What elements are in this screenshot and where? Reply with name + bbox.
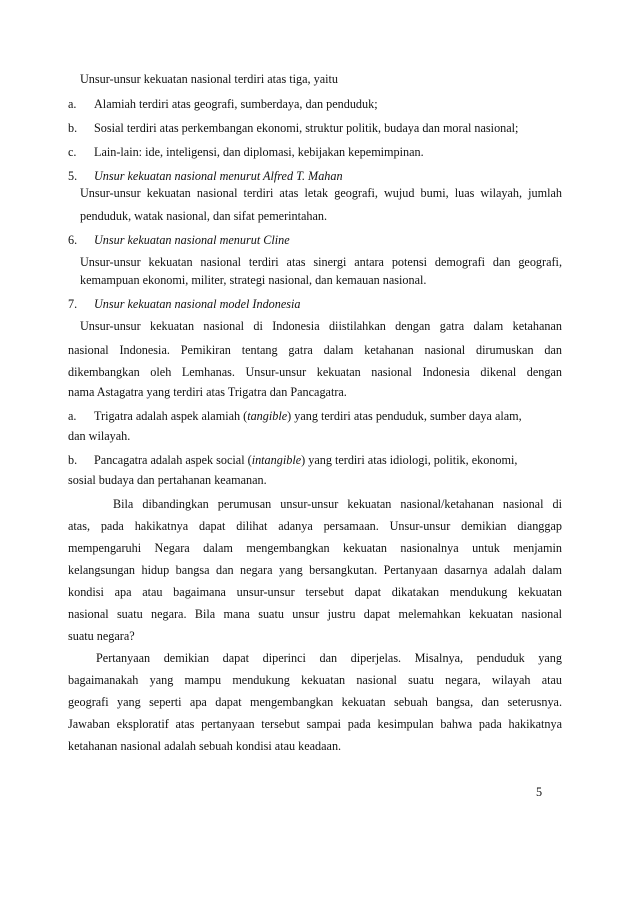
section-heading: Unsur kekuatan nasional model Indonesia	[94, 297, 301, 311]
list-text-italic: tangible	[247, 409, 288, 423]
paragraph-line: nama Astagatra yang terdiri atas Trigatra dan Pancagatra.	[68, 385, 347, 399]
paragraph-line: Bila dibandingkan perumusan unsur-unsur kekuatan nasional/ketahanan nasional di	[113, 497, 562, 511]
paragraph-line: nasional Indonesia. Pemikiran tentang gatra dalam ketahanan nasional dirumuskan dan	[68, 343, 562, 357]
list-text: Trigatra adalah aspek alamiah (	[94, 409, 248, 423]
list-label: a.	[68, 409, 77, 423]
paragraph-line: Pertanyaan demikian dapat diperinci dan diperjelas. Misalnya, penduduk yang	[96, 651, 562, 665]
paragraph-line: kondisi apa atau bagaimana unsur-unsur tersebut dapat dikatakan mendukung kekuatan	[68, 585, 562, 599]
list-item-pancagatra	[68, 453, 562, 468]
section-number: 5.	[68, 169, 78, 183]
paragraph-line: Unsur-unsur kekuatan nasional terdiri atas sinergi antara potensi demografi dan geografi,	[80, 255, 562, 269]
page-number: 5	[536, 785, 543, 799]
paragraph-line: dikembangkan oleh Lemhanas. Unsur-unsur kekuatan nasional Indonesia dikenal dengan	[68, 365, 562, 379]
heading-cline	[68, 233, 562, 248]
paragraph-line: geografi yang seperti apa dapat mengembangkan kekuatan sebuah bangsa, dan seterusnya.	[68, 695, 562, 709]
heading-mahan	[68, 169, 562, 184]
list-item-b	[68, 121, 562, 136]
paragraph-line: bagaimanakah yang mampu mendukung kekuatan nasional suatu negara, wilayah atau	[68, 673, 562, 687]
list-item-trigatra	[68, 409, 562, 424]
paragraph-line: kemampuan ekonomi, militer, strategi nasional, dan kemauan nasional.	[80, 273, 427, 287]
list-text: Pancagatra adalah aspek social (	[94, 453, 252, 467]
paragraph-line: Jawaban eksploratif atas pertanyaan tersebut sampai pada kesimpulan bahwa pada hakikatnya	[68, 717, 562, 731]
section-heading: Unsur kekuatan nasional menurut Alfred T. Mahan	[94, 169, 343, 183]
paragraph-line: penduduk, watak nasional, dan sifat pemerintahan.	[80, 209, 328, 223]
section-number: 6.	[68, 233, 78, 247]
heading-indonesia	[68, 297, 562, 312]
list-item-c	[68, 145, 562, 160]
list-text: Alamiah terdiri atas geografi, sumberdaya, dan penduduk;	[94, 97, 378, 111]
paragraph-line: nasional suatu negara. Bila mana suatu unsur justru dapat melemahkan kekuatan nasional	[68, 607, 562, 621]
list-text: Sosial terdiri atas perkembangan ekonomi, struktur politik, budaya dan moral nasional;	[94, 121, 519, 135]
paragraph-line: ketahanan nasional adalah sebuah kondisi atau keadaan.	[68, 739, 342, 753]
paragraph-line: atas, pada hakikatnya dapat dilihat adanya persamaan. Unsur-unsur demikian dianggap	[68, 519, 562, 533]
paragraph-line: dan wilayah.	[68, 429, 131, 443]
list-label: b.	[68, 453, 78, 467]
paragraph-line: mempengaruhi Negara dalam mengembangkan kekuatan nasionalnya untuk menjamin	[68, 541, 562, 555]
list-label: c.	[68, 145, 77, 159]
list-text: Lain-lain: ide, inteligensi, dan diplomasi, kebijakan kepemimpinan.	[94, 145, 424, 159]
list-text-italic: intangible	[251, 453, 302, 467]
list-text: ) yang terdiri atas idiologi, politik, ekonomi,	[301, 453, 518, 467]
intro-line: Unsur-unsur kekuatan nasional terdiri atas tiga, yaitu	[80, 72, 338, 86]
paragraph-line: Unsur-unsur kekuatan nasional terdiri atas letak geografi, wujud bumi, luas wilayah, jumlah	[80, 186, 562, 200]
list-text: ) yang terdiri atas penduduk, sumber daya alam,	[287, 409, 522, 423]
paragraph-line: suatu negara?	[68, 629, 135, 643]
list-label: b.	[68, 121, 78, 135]
section-heading: Unsur kekuatan nasional menurut Cline	[94, 233, 290, 247]
paragraph-line: kelangsungan hidup bangsa dan negara yang bersangkutan. Pertanyaan dasarnya adalah dalam	[68, 563, 562, 577]
list-label: a.	[68, 97, 77, 111]
paragraph-line: Unsur-unsur kekuatan nasional di Indonesia diistilahkan dengan gatra dalam ketahanan	[80, 319, 562, 333]
list-item-a	[68, 97, 562, 112]
section-number: 7.	[68, 297, 78, 311]
paragraph-line: sosial budaya dan pertahanan keamanan.	[68, 473, 267, 487]
